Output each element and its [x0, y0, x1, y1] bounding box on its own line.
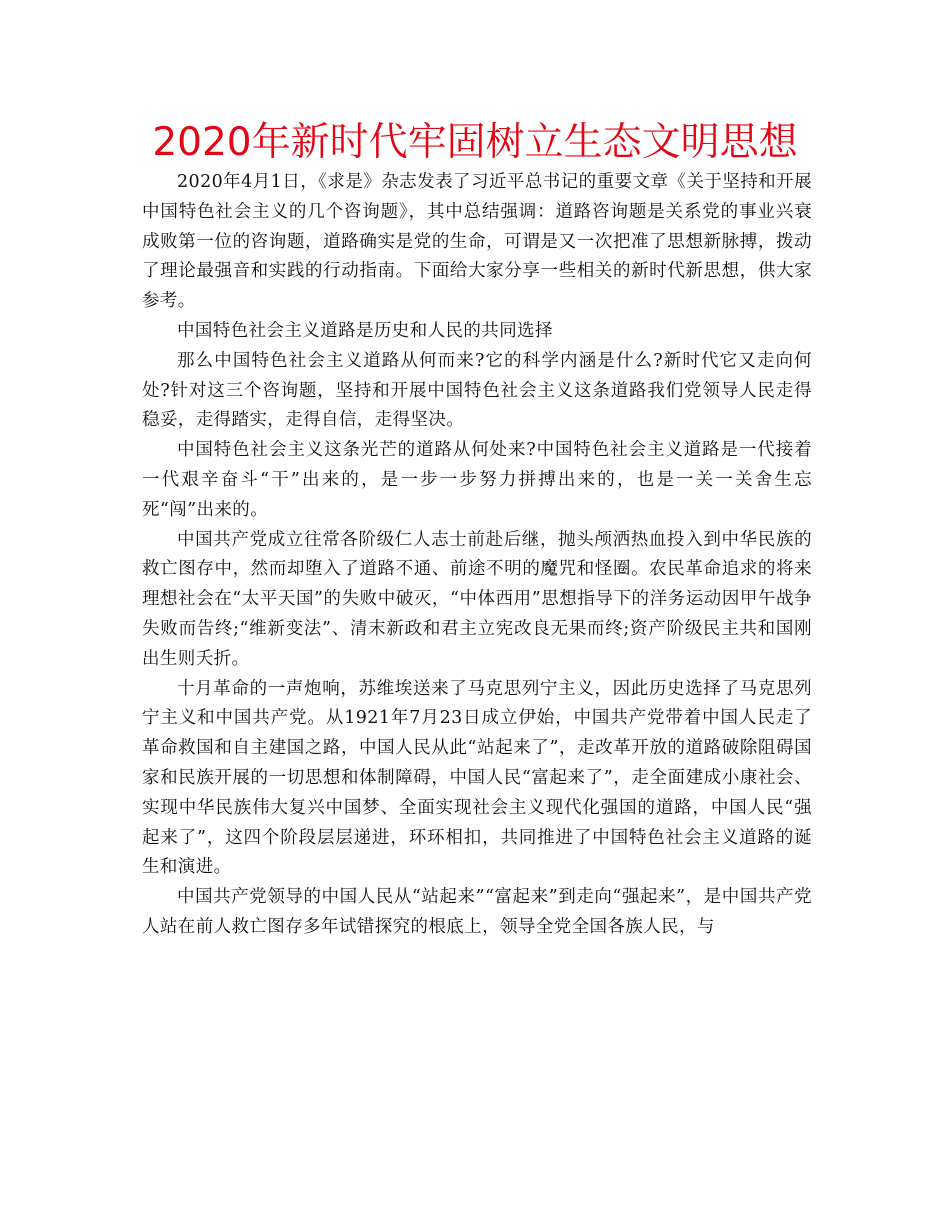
paragraph-intro: 2020年4月1日，《求是》杂志发表了习近平总书记的重要文章《关于坚持和开展中国特色社会主义的几个咨询题》，其中总结强调：道路咨询题是关系党的事业兴衰成败第一位的咨询题，道路确实是党的生命，可谓是又一次把准了思想新脉搏，拨动了理论最强音和实践的行动指南。下面给大家分享一些相关的新时代新思想，供大家参考。: [142, 172, 812, 312]
document-title: 2020年新时代牢固树立生态文明思想: [152, 120, 798, 165]
paragraph-october-revolution: 十月革命的一声炮响，苏维埃送来了马克思列宁主义，因此历史选择了马克思列宁主义和中国共产党。从1921年7月23日成立伊始，中国共产党带着中国人民走了革命救国和自主建国之路，中国人民从此“站起来了”，走改革开放的道路破除阻碍国家和民族开展的一切思想和体制障碍，中国人民“富起来了”，走全面建成小康社会、实现中华民族伟大复兴中国梦、全面实现社会主义现代化强国的道路，中国人民“强起来了”，这四个阶段层层递进，环环相扣，共同推进了中国特色社会主义道路的诞生和演进。: [142, 678, 812, 878]
paragraph-leadership: 中国共产党领导的中国人民从“站起来”“富起来”到走向“强起来”，是中国共产党人站在前人救亡图存多年试错探究的根底上，领导全党全国各族人民，与: [142, 887, 812, 937]
paragraph-origin: 中国特色社会主义这条光芒的道路从何处来?中国特色社会主义道路是一代接着一代艰辛奋斗“干”出来的，是一步一步努力拼搏出来的，也是一关一关舍生忘死“闯”出来的。: [142, 440, 812, 520]
paragraph-history: 中国共产党成立往常各阶级仁人志士前赴后继，抛头颅洒热血投入到中华民族的救亡图存中，然而却堕入了道路不通、前途不明的魔咒和怪圈。农民革命追求的将来理想社会在“太平天国”的失败中破灭，“中体西用”思想指导下的洋务运动因甲午战争失败而告终;“维新变法”、清末新政和君主立宪改良无果而终;资产阶级民主共和国刚出生则夭折。: [142, 529, 812, 669]
paragraph-questions: 那么中国特色社会主义道路从何而来?它的科学内涵是什么?新时代它又走向何处?针对这三个咨询题，坚持和开展中国特色社会主义这条道路我们党领导人民走得稳妥，走得踏实，走得自信，走得坚决。: [142, 350, 812, 431]
document-body: [142, 168, 812, 943]
paragraph-subheading: 中国特色社会主义道路是历史和人民的共同选择: [177, 320, 553, 341]
